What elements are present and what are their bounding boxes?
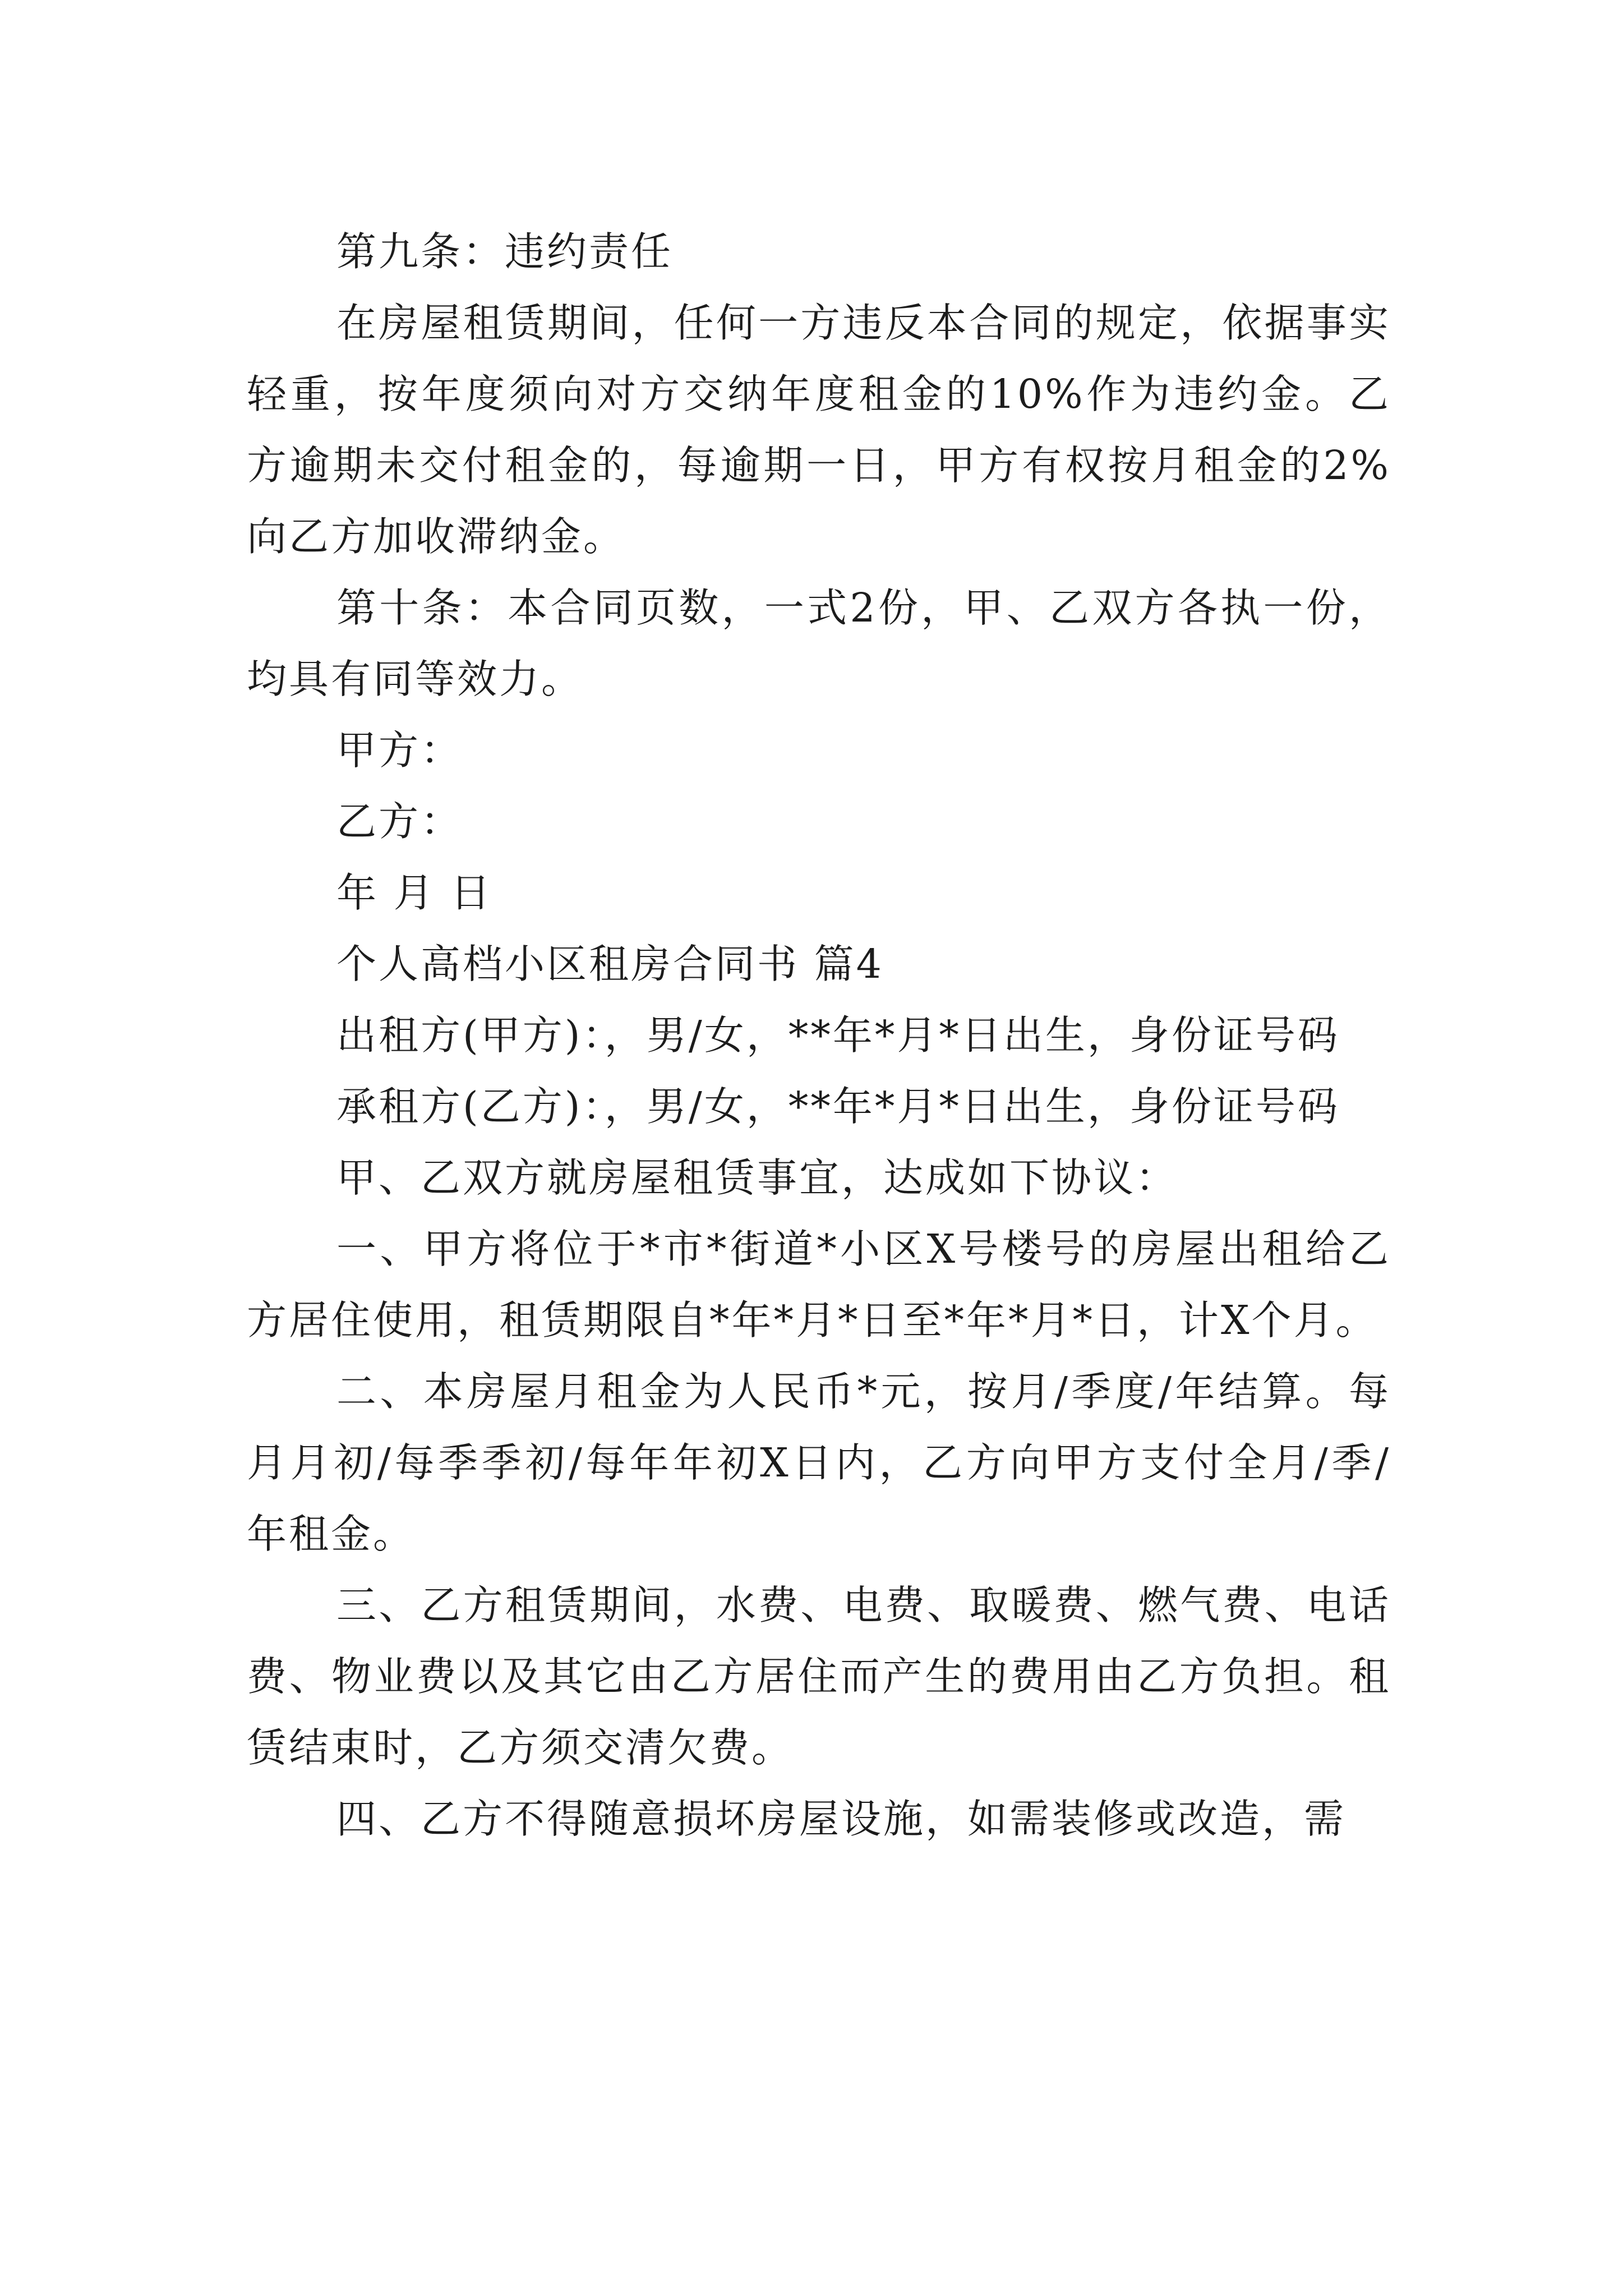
clause-4: 四、乙方不得随意损坏房屋设施，如需装修或改造，需	[336, 1796, 1347, 1842]
lessor-info: 出租方(甲方)：，男/女，**年*月*日出生，身份证号码	[336, 1012, 1340, 1059]
article-9-text: 在房屋租赁期间，任何一方违反本合同的规定，依据事实轻重，按年度须向对方交纳年度租金的10%作为违约金。乙方逾期未交付租金的，每逾期一日，甲方有权按月租金的2%向乙方加收滞纳金。	[247, 300, 1391, 560]
clause-2: 二、本房屋月租金为人民币*元，按月/季度/年结算。每月月初/每季季初/每年年初X日内，乙方向甲方支付全月/季/年租金。	[247, 1368, 1391, 1557]
document-body	[247, 216, 1391, 1855]
date-line: 年 月 日	[336, 869, 493, 916]
party-a-signature-line: 甲方：	[336, 727, 463, 774]
clause-3: 三、乙方租赁期间，水费、电费、取暖费、燃气费、电话费、物业费以及其它由乙方居住而产生的费用由乙方负担。租赁结束时，乙方须交清欠费。	[247, 1582, 1391, 1771]
party-b-signature-line: 乙方：	[336, 798, 463, 845]
section-title: 个人高档小区租房合同书 篇4	[336, 941, 884, 987]
clause-1: 一、甲方将位于*市*街道*小区X号楼号的房屋出租给乙方居住使用，租赁期限自*年*月*日至*年*月*日，计X个月。	[247, 1226, 1391, 1343]
agreement-intro: 甲、乙双方就房屋租赁事宜，达成如下协议：	[336, 1154, 1178, 1201]
article-9-heading: 第九条：违约责任	[336, 228, 674, 275]
lessee-info: 承租方(乙方)：，男/女，**年*月*日出生，身份证号码	[336, 1083, 1340, 1130]
article-10-text: 第十条：本合同页数，一式2份，甲、乙双方各执一份，均具有同等效力。	[247, 585, 1391, 702]
